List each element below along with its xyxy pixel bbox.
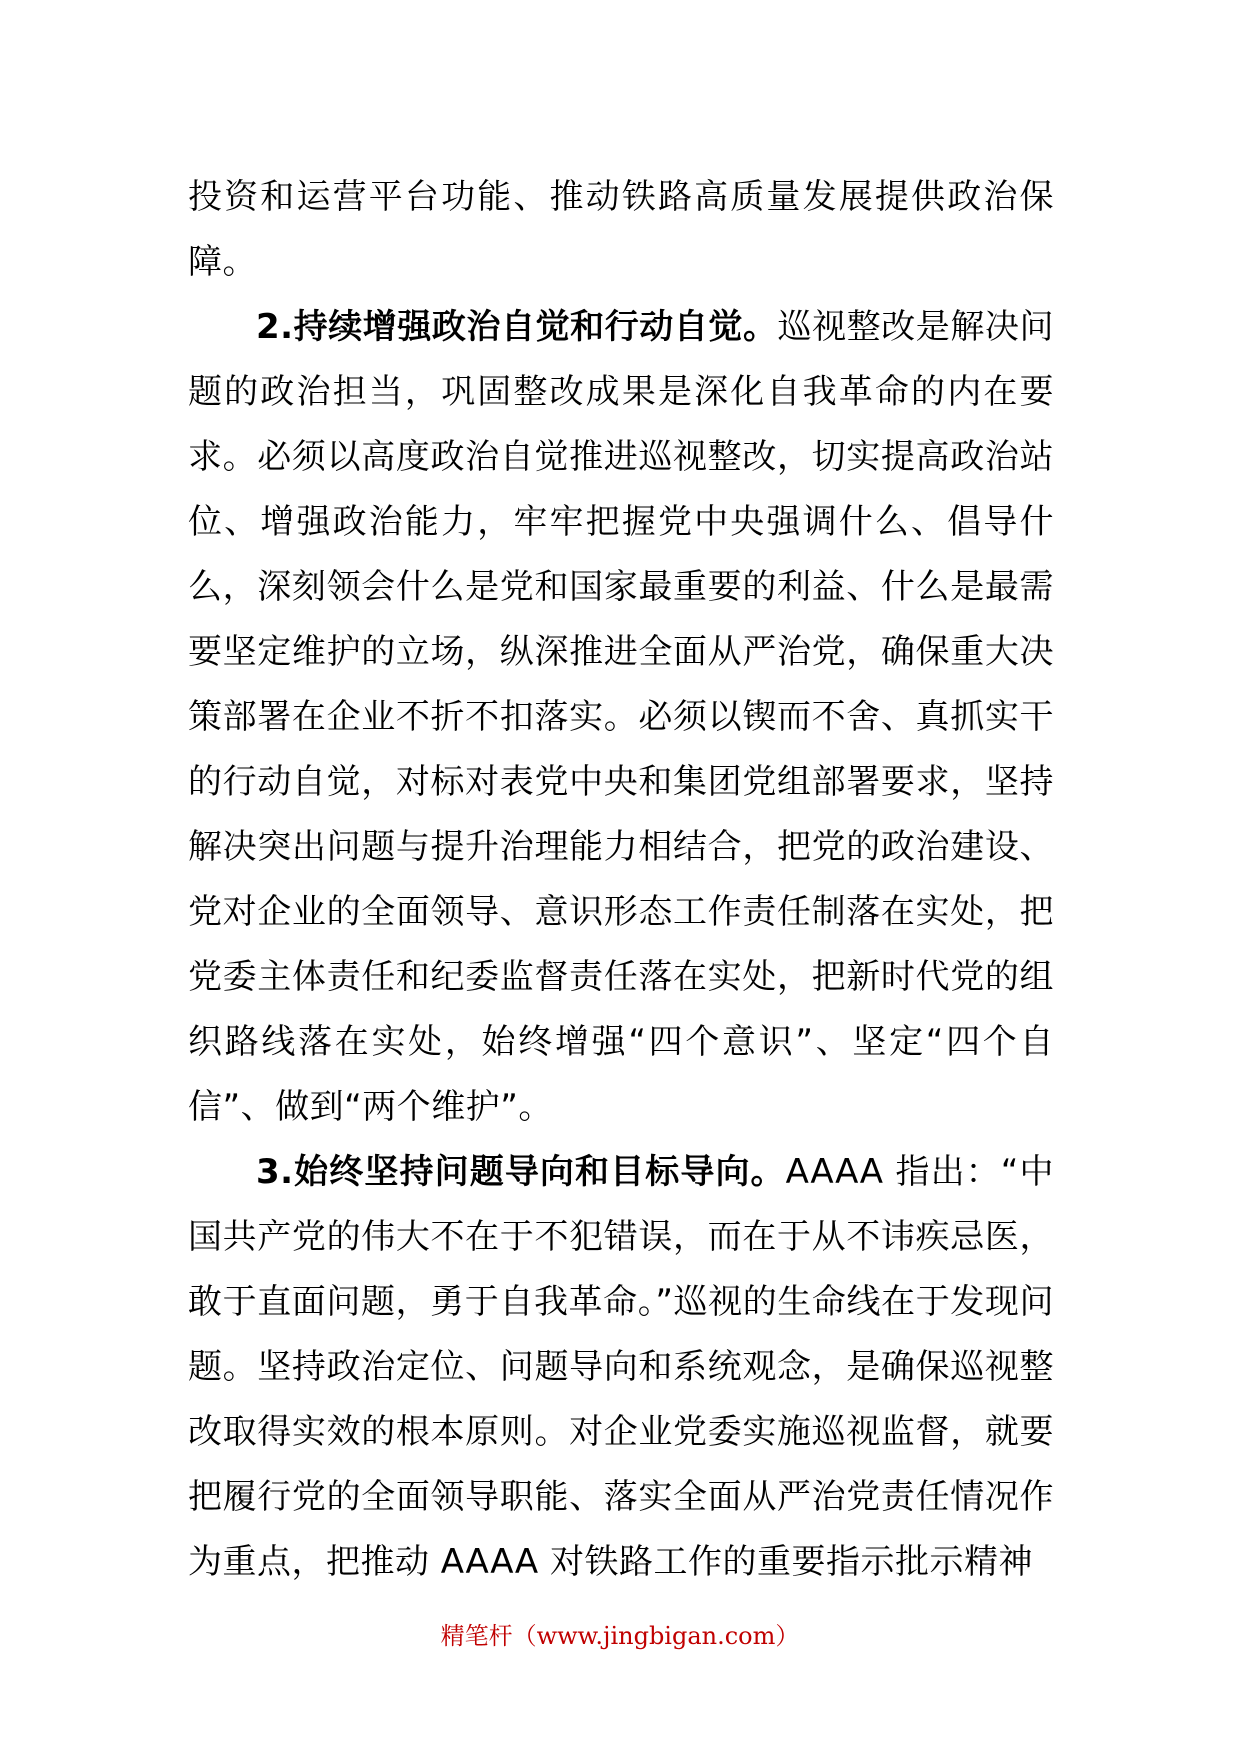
paragraph-3-text: AAAA 指出：“中国共产党的伟大不在于不犯错误，而在于从不讳疾忌医，敢于直面问题，勇于自我革命。”巡视的生命线在于发现问题。坚持政治定位、问题导向和系统观念，是确保巡视整改取得实效的根本原则。对企业党委实施巡视监督，就要把履行党的全面领导职能、落实全面从严治党责任情况作为重点，把推动 AAAA 对铁路工作的重要指示批示精神 [188,1152,1054,1582]
paragraph-2 [188,295,1054,1140]
paragraph-1-text: 投资和运营平台功能、推动铁路高质量发展提供政治保障。 [188,177,1054,282]
document-body [188,165,1054,1595]
paragraph-3-heading: 3.始终坚持问题导向和目标导向。 [256,1152,786,1192]
paragraph-2-text: 巡视整改是解决问题的政治担当，巩固整改成果是深化自我革命的内在要求。必须以高度政治自觉推进巡视整改，切实提高政治站位、增强政治能力，牢牢把握党中央强调什么、倡导什么，深刻领会什么是党和国家最重要的利益、什么是最需要坚定维护的立场，纵深推进全面从严治党，确保重大决策部署在企业不折不扣落实。必须以锲而不舍、真抓实干的行动自觉，对标对表党中央和集团党组部署要求，坚持解决突出问题与提升治理能力相结合，把党的政治建设、党对企业的全面领导、意识形态工作责任制落在实处，把党委主体责任和纪委监督责任落在实处，把新时代党的组织路线落在实处，始终增强“四个意识”、坚定“四个自信”、做到“两个维护”。 [188,307,1054,1127]
footer-watermark: 精笔杆（www.jingbigan.com） [440,1622,800,1650]
paragraph-3 [188,1140,1054,1595]
paragraph-2-heading: 2.持续增强政治自觉和行动自觉。 [256,307,778,347]
paragraph-1 [188,165,1054,295]
